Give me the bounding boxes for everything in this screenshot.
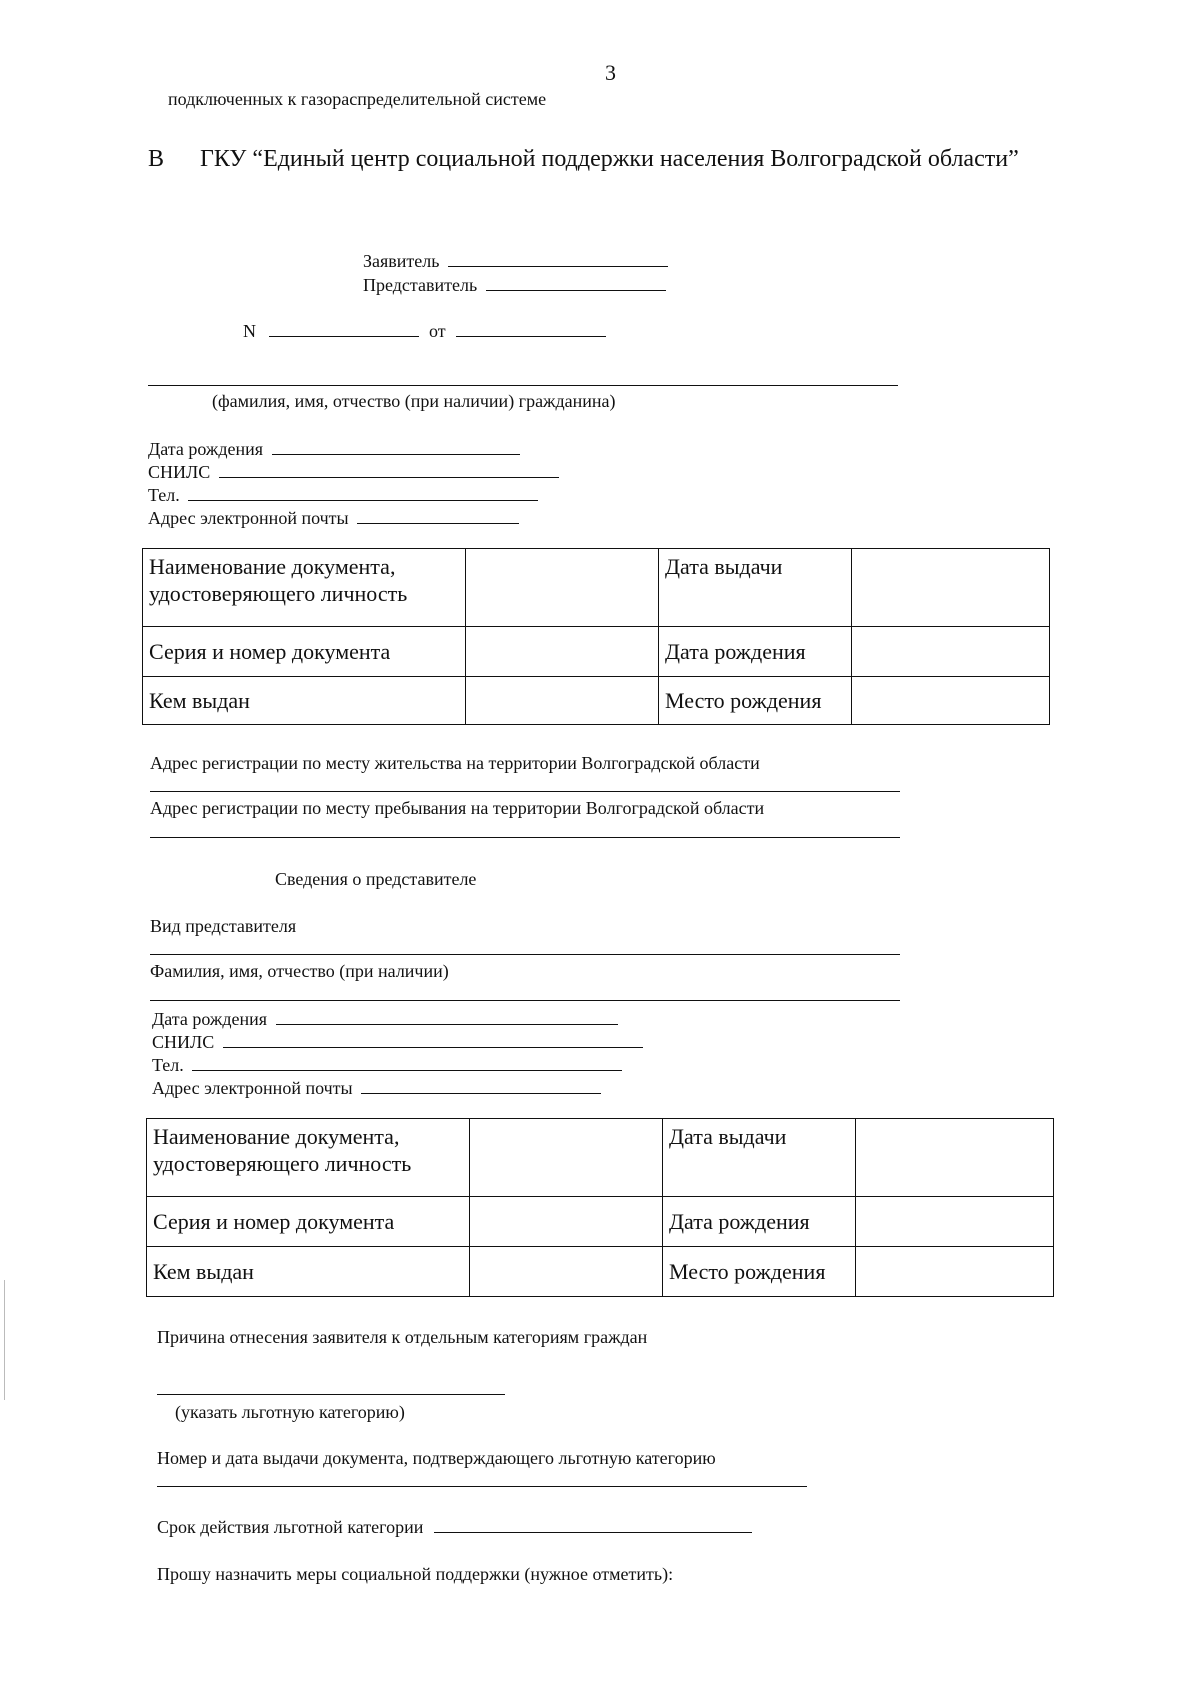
rep-snils-label: СНИЛС <box>152 1032 215 1052</box>
benefit-validity-field[interactable] <box>434 1531 752 1533</box>
benefit-category-caption: (указать льготную категорию) <box>175 1402 405 1422</box>
residence-address-line[interactable] <box>150 791 900 792</box>
table-cell-series-number: Серия и номер документа <box>147 1197 470 1247</box>
rep-email-field[interactable] <box>361 1092 601 1094</box>
benefit-category-line[interactable] <box>157 1394 505 1395</box>
table-cell-doc-name: Наименование документа, удостоверяющего личность <box>143 549 466 627</box>
citizen-snils-label: СНИЛС <box>148 462 211 482</box>
representative-kind-line[interactable] <box>150 954 900 955</box>
representative-fio-label: Фамилия, имя, отчество (при наличии) <box>150 961 449 981</box>
citizen-email-field[interactable] <box>357 522 519 524</box>
rep-issue-date-value[interactable] <box>856 1119 1054 1197</box>
benefit-request-label: Прошу назначить меры социальной поддержки (нужное отметить): <box>157 1564 674 1584</box>
rep-snils-field[interactable] <box>223 1046 643 1048</box>
addressee <box>148 145 1019 173</box>
representative-kind-label: Вид представителя <box>150 916 297 936</box>
citizen-birth-date-row <box>148 438 520 460</box>
rep-issued-by-value[interactable] <box>470 1247 663 1297</box>
stay-address-line[interactable] <box>150 837 900 838</box>
table-cell-series-number: Серия и номер документа <box>143 627 466 677</box>
citizen-phone-label: Тел. <box>148 485 180 505</box>
scan-edge-mark <box>4 1280 5 1400</box>
rep-birth-date-value[interactable] <box>856 1197 1054 1247</box>
citizen-issue-date-value[interactable] <box>852 549 1050 627</box>
representative-field[interactable] <box>486 289 666 291</box>
rep-birth-date-field[interactable] <box>276 1023 618 1025</box>
rep-birth-place-value[interactable] <box>856 1247 1054 1297</box>
rep-email-label: Адрес электронной почты <box>152 1078 353 1098</box>
table-cell-birth-place: Место рождения <box>659 677 852 725</box>
page-number: 3 <box>605 60 616 85</box>
rep-phone-row <box>152 1054 622 1076</box>
citizen-email-row <box>148 507 519 529</box>
table-cell-issued-by: Кем выдан <box>143 677 466 725</box>
number-row <box>243 320 606 342</box>
citizen-birth-date-field[interactable] <box>272 453 520 455</box>
citizen-birth-date-value[interactable] <box>852 627 1050 677</box>
rep-birth-date-label: Дата рождения <box>152 1009 268 1029</box>
citizen-birth-place-value[interactable] <box>852 677 1050 725</box>
citizen-id-table <box>142 548 1050 725</box>
benefit-doc-line[interactable] <box>157 1486 807 1487</box>
rep-phone-field[interactable] <box>192 1069 622 1071</box>
rep-doc-name-value[interactable] <box>470 1119 663 1197</box>
number-field[interactable] <box>269 335 419 337</box>
header-fragment: подключенных к газораспределительной системе <box>168 89 547 109</box>
representative-id-table <box>146 1118 1054 1297</box>
residence-address-label: Адрес регистрации по месту жительства на территории Волгоградской области <box>150 753 760 773</box>
rep-series-number-value[interactable] <box>470 1197 663 1247</box>
rep-email-row <box>152 1077 601 1099</box>
from-label: от <box>429 321 446 341</box>
benefit-validity-label: Срок действия льготной категории <box>157 1517 424 1537</box>
representative-label: Представитель <box>363 275 478 295</box>
benefit-doc-label: Номер и дата выдачи документа, подтверждающего льготную категорию <box>157 1448 716 1468</box>
representative-heading: Сведения о представителе <box>275 869 477 889</box>
fio-caption: (фамилия, имя, отчество (при наличии) гражданина) <box>212 391 616 411</box>
citizen-issued-by-value[interactable] <box>466 677 659 725</box>
table-cell-birth-place: Место рождения <box>663 1247 856 1297</box>
benefit-validity-row <box>157 1516 752 1538</box>
rep-phone-label: Тел. <box>152 1055 184 1075</box>
table-cell-issue-date: Дата выдачи <box>659 549 852 627</box>
table-cell-birth-date: Дата рождения <box>659 627 852 677</box>
citizen-phone-row <box>148 484 538 506</box>
addressee-org: ГКУ “Единый центр социальной поддержки населения Волгоградской области” <box>200 146 1019 172</box>
applicant-row <box>363 250 668 272</box>
applicant-field[interactable] <box>448 265 668 267</box>
citizen-email-label: Адрес электронной почты <box>148 508 349 528</box>
table-cell-birth-date: Дата рождения <box>663 1197 856 1247</box>
number-label: N <box>243 321 256 341</box>
stay-address-label: Адрес регистрации по месту пребывания на территории Волгоградской области <box>150 798 765 818</box>
table-cell-issue-date: Дата выдачи <box>663 1119 856 1197</box>
rep-snils-row <box>152 1031 643 1053</box>
citizen-series-number-value[interactable] <box>466 627 659 677</box>
applicant-label: Заявитель <box>363 251 440 271</box>
table-cell-doc-name: Наименование документа, удостоверяющего личность <box>147 1119 470 1197</box>
representative-fio-line[interactable] <box>150 1000 900 1001</box>
citizen-birth-date-label: Дата рождения <box>148 439 264 459</box>
addressee-prefix: В <box>148 146 165 172</box>
citizen-doc-name-value[interactable] <box>466 549 659 627</box>
representative-row <box>363 274 666 296</box>
citizen-snils-row <box>148 461 559 483</box>
fio-line[interactable] <box>148 385 898 386</box>
date-field[interactable] <box>456 335 606 337</box>
rep-birth-date-row <box>152 1008 618 1030</box>
citizen-snils-field[interactable] <box>219 476 559 478</box>
citizen-phone-field[interactable] <box>188 499 538 501</box>
table-cell-issued-by: Кем выдан <box>147 1247 470 1297</box>
benefit-reason-label: Причина отнесения заявителя к отдельным категориям граждан <box>157 1327 648 1347</box>
